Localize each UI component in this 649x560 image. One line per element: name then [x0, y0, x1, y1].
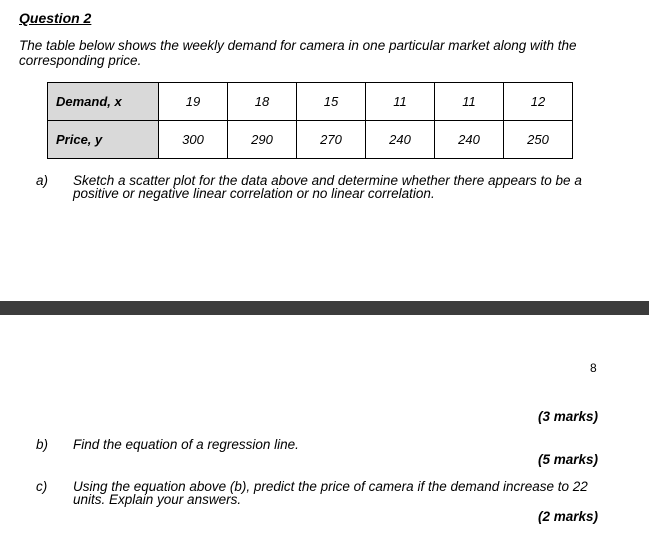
price-cell: 250 [504, 121, 573, 159]
page-number: 8 [590, 361, 597, 375]
price-cell: 240 [366, 121, 435, 159]
part-c-letter: c) [36, 479, 48, 494]
question-title: Question 2 [19, 10, 92, 26]
price-cell: 290 [228, 121, 297, 159]
price-cell: 270 [297, 121, 366, 159]
demand-cell: 11 [366, 83, 435, 121]
demand-cell: 12 [504, 83, 573, 121]
question-intro: The table below shows the weekly demand for camera in one particular market along with the corresponding price. [19, 38, 577, 68]
part-b-marks: (5 marks) [537, 452, 598, 467]
page-divider [0, 301, 649, 315]
part-c-text: Using the equation above (b), predict the price of camera if the demand increase to 22 units. Explain your answers. [73, 479, 588, 507]
part-a-letter: a) [36, 173, 49, 188]
demand-cell: 15 [297, 83, 366, 121]
table-row-demand [48, 83, 573, 121]
demand-header-cell: Demand, x [48, 83, 159, 121]
part-b-letter: b) [36, 437, 49, 452]
demand-price-table [47, 82, 573, 159]
table-row-price [48, 121, 573, 159]
demand-cell: 11 [435, 83, 504, 121]
price-cell: 300 [159, 121, 228, 159]
price-cell: 240 [435, 121, 504, 159]
demand-cell: 19 [159, 83, 228, 121]
price-header-cell: Price, y [48, 121, 159, 159]
part-c-marks: (2 marks) [537, 509, 598, 524]
part-b-text: Find the equation of a regression line. [73, 437, 299, 452]
demand-cell: 18 [228, 83, 297, 121]
part-a-text: Sketch a scatter plot for the data above and determine whether there appears to be a positive or negative linear correlation or no linear correlation. [73, 173, 582, 201]
part-a-marks: (3 marks) [537, 409, 598, 424]
